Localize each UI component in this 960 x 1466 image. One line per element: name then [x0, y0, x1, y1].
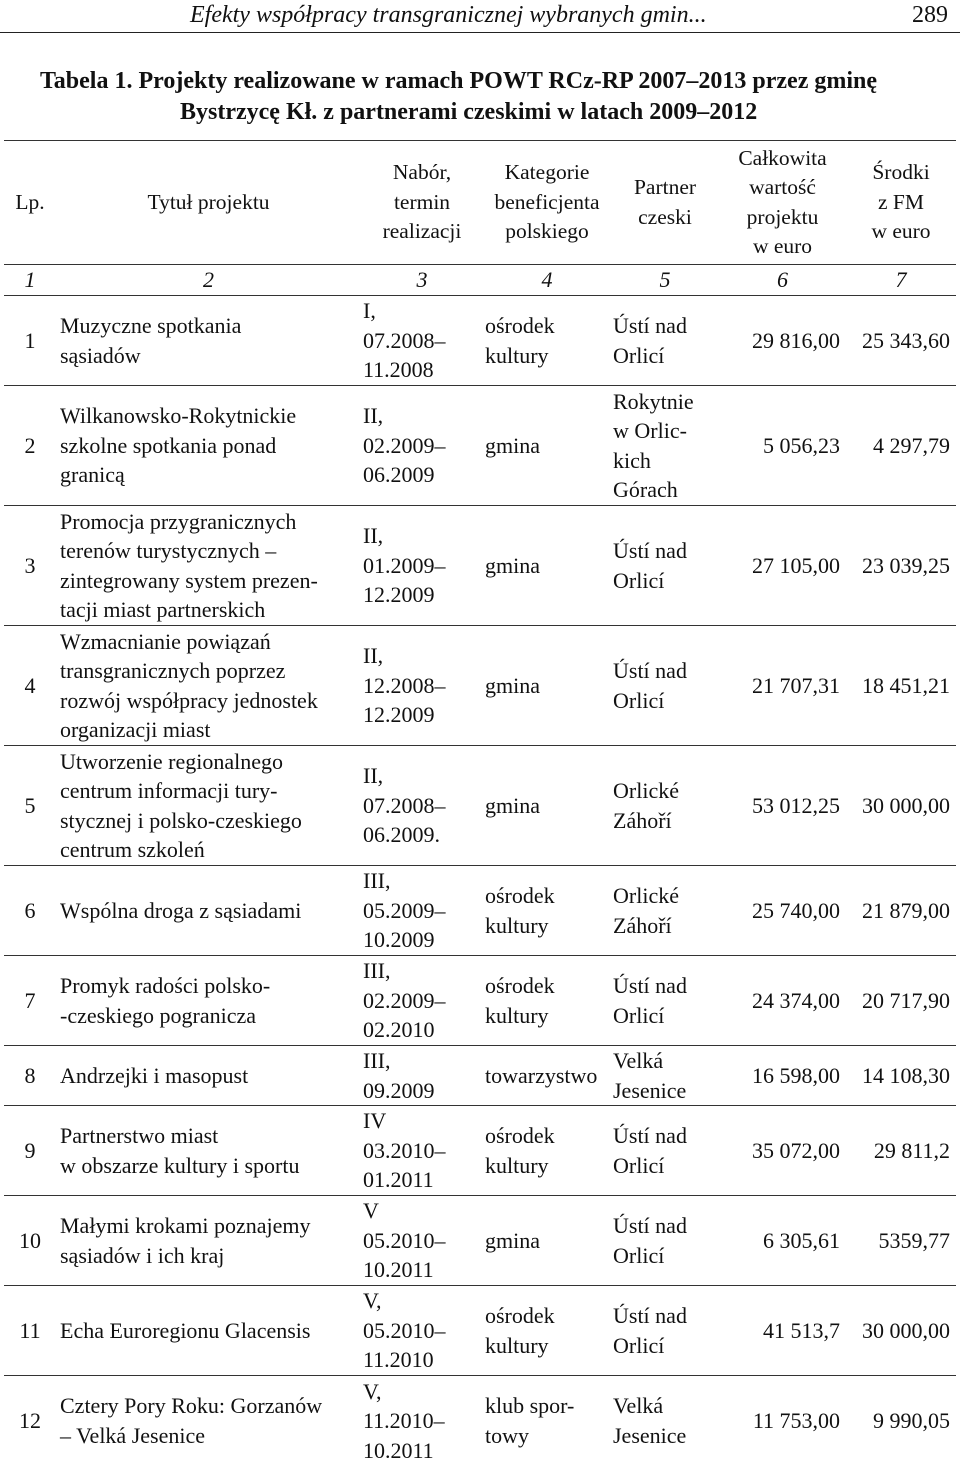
cell-lp: 7: [4, 956, 56, 1046]
column-number-row: [4, 265, 956, 296]
cell-line: tacji miast partnerskich: [60, 597, 266, 622]
header-line: Całkowita: [738, 145, 827, 170]
column-number: 7: [846, 265, 956, 296]
cell-fm: 30 000,00: [846, 1286, 956, 1376]
table-row: [4, 956, 956, 1046]
cell-partner: [611, 746, 719, 866]
cell-partner: [611, 1286, 719, 1376]
table-row: [4, 1196, 956, 1286]
cell-line: Utworzenie regionalnego: [60, 748, 283, 774]
cell-line: Záhoří: [613, 912, 672, 938]
cell-line: Jesenice: [613, 1077, 687, 1103]
cell-line: kultury: [485, 1332, 549, 1358]
cell-total: 24 374,00: [719, 956, 846, 1046]
cell-line: rozwój współpracy jednostek: [60, 687, 318, 713]
header-line: realizacji: [382, 219, 462, 244]
cell-line: Orlické: [613, 778, 679, 803]
cell-line: Partnerstwo miast: [60, 1123, 219, 1148]
cell-fm: 25 343,60: [846, 296, 956, 386]
cell-line: Ústí nad: [613, 658, 687, 683]
cell-line: sąsiadów i ich kraj: [60, 1242, 225, 1268]
cell-title: [56, 626, 361, 746]
cell-line: 10.2011: [363, 1437, 434, 1463]
table-caption-line-2: Bystrzycę Kł. z partnerami czeskimi w latach 2009–2012: [180, 99, 758, 125]
cell-total: 53 012,25: [719, 746, 846, 866]
cell-line: Wzmacnianie powiązań: [60, 628, 271, 654]
header-lp: [4, 141, 56, 265]
cell-line: V,: [363, 1378, 382, 1404]
cell-nabor: [361, 1196, 483, 1286]
cell-title: [56, 1196, 361, 1286]
cell-line: gmina: [485, 1227, 540, 1253]
cell-nabor: [361, 1106, 483, 1196]
header-line: z FM: [878, 189, 924, 214]
cell-nabor: [361, 746, 483, 866]
header-line: w euro: [752, 234, 813, 258]
table-row: [4, 1046, 956, 1106]
cell-line: Rokytnie: [613, 388, 694, 414]
cell-line: Ústí nad: [613, 1123, 687, 1148]
cell-total: 29 816,00: [719, 296, 846, 386]
cell-lp: 4: [4, 626, 56, 746]
running-head-title: Efekty współpracy transgranicznej wybranych gmin...: [190, 2, 707, 28]
cell-fm: 9 990,05: [846, 1376, 956, 1466]
cell-partner: [611, 1106, 719, 1196]
cell-line: Promocja przygranicznych: [60, 508, 297, 534]
cell-line: w obszarze kultury i sportu: [60, 1152, 300, 1178]
cell-line: szkolne spotkania ponad: [60, 432, 277, 458]
cell-nabor: [361, 1286, 483, 1376]
cell-line: Velká: [613, 1393, 664, 1419]
cell-line: w Orlic-: [613, 418, 687, 443]
cell-line: 05.2010–: [363, 1227, 446, 1253]
cell-total: 6 305,61: [719, 1196, 846, 1286]
cell-line: 01.2009–: [363, 552, 446, 578]
cell-line: III,: [363, 958, 391, 984]
cell-line: 01.2011: [363, 1167, 434, 1193]
cell-nabor: [361, 1376, 483, 1466]
cell-line: 07.2008–: [363, 792, 446, 818]
header-rule: [0, 32, 960, 33]
cell-line: Orlicí: [613, 567, 665, 593]
cell-line: 03.2010–: [363, 1137, 446, 1163]
cell-title: [56, 1046, 361, 1106]
cell-partner: [611, 866, 719, 956]
cell-line: II,: [363, 523, 384, 549]
cell-line: 12.2009: [363, 582, 435, 608]
header-line: Tytuł projektu: [147, 189, 270, 214]
cell-line: kultury: [485, 1152, 549, 1178]
cell-kategoria: [483, 866, 611, 956]
cell-title: [56, 1376, 361, 1466]
header-partner: [611, 141, 719, 265]
cell-line: zintegrowany system prezen-: [60, 567, 318, 593]
cell-title: [56, 956, 361, 1046]
cell-line: gmina: [485, 552, 540, 578]
cell-nabor: [361, 386, 483, 506]
table-header-row: [4, 141, 956, 265]
cell-line: – Velká Jesenice: [60, 1422, 205, 1448]
cell-line: 02.2010: [363, 1017, 435, 1043]
header-line: projektu: [746, 204, 819, 229]
cell-line: II,: [363, 763, 384, 789]
cell-line: ośrodek: [485, 883, 555, 908]
cell-kategoria: [483, 506, 611, 626]
cell-line: Wspólna droga z sąsiadami: [60, 897, 302, 923]
cell-line: Andrzejki i masopust: [60, 1062, 249, 1088]
cell-line: Ústí nad: [613, 1213, 687, 1238]
cell-line: Echa Euroregionu Glacensis: [60, 1317, 311, 1343]
cell-title: [56, 506, 361, 626]
header-kategoria: [483, 141, 611, 265]
cell-lp: 8: [4, 1046, 56, 1106]
header-line: beneficjenta: [494, 189, 600, 214]
header-line: Środki: [872, 160, 930, 185]
cell-kategoria: [483, 1106, 611, 1196]
cell-title: [56, 746, 361, 866]
cell-fm: 14 108,30: [846, 1046, 956, 1106]
cell-kategoria: [483, 1376, 611, 1466]
cell-line: kich: [613, 447, 651, 473]
cell-line: IV: [363, 1108, 387, 1134]
cell-fm: 5359,77: [846, 1196, 956, 1286]
cell-line: Promyk radości polsko-: [60, 973, 271, 998]
cell-kategoria: [483, 956, 611, 1046]
cell-line: Velká: [613, 1048, 664, 1073]
header-nabor: [361, 141, 483, 265]
cell-line: towy: [485, 1422, 529, 1448]
table-row: [4, 1286, 956, 1376]
cell-line: kultury: [485, 1002, 549, 1028]
cell-total: 25 740,00: [719, 866, 846, 956]
cell-line: granicą: [60, 462, 125, 488]
page-number: 289: [912, 2, 948, 28]
cell-line: transgranicznych poprzez: [60, 658, 286, 683]
table-row: [4, 1376, 956, 1466]
cell-fm: 30 000,00: [846, 746, 956, 866]
running-head: [0, 0, 960, 30]
cell-line: 07.2008–: [363, 327, 446, 353]
cell-line: terenów turystycznych –: [60, 538, 277, 563]
cell-line: Orlicí: [613, 687, 665, 713]
cell-line: Ústí nad: [613, 973, 687, 998]
cell-line: kultury: [485, 912, 549, 938]
cell-line: ośrodek: [485, 973, 555, 998]
column-number: 4: [483, 265, 611, 296]
cell-total: 41 513,7: [719, 1286, 846, 1376]
cell-line: 12.2008–: [363, 672, 446, 698]
header-line: czeski: [638, 204, 692, 229]
cell-kategoria: [483, 386, 611, 506]
cell-line: stycznej i polsko-czeskiego: [60, 807, 302, 833]
cell-line: 02.2009–: [363, 432, 446, 458]
cell-kategoria: [483, 1196, 611, 1286]
cell-lp: 12: [4, 1376, 56, 1466]
cell-line: gmina: [485, 792, 540, 818]
cell-lp: 9: [4, 1106, 56, 1196]
cell-line: Orlicí: [613, 1002, 665, 1028]
cell-kategoria: [483, 626, 611, 746]
cell-line: Záhoří: [613, 807, 672, 833]
cell-line: 11.2010–: [363, 1408, 445, 1433]
cell-line: 11.2008: [363, 357, 434, 383]
cell-line: Orlicí: [613, 1242, 665, 1268]
cell-line: sąsiadów: [60, 342, 141, 368]
cell-total: 27 105,00: [719, 506, 846, 626]
cell-line: I,: [363, 298, 376, 324]
header-line: polskiego: [505, 219, 589, 244]
cell-nabor: [361, 956, 483, 1046]
table-row: [4, 386, 956, 506]
cell-nabor: [361, 1046, 483, 1106]
table-row: [4, 506, 956, 626]
cell-line: centrum informacji tury-: [60, 778, 278, 803]
cell-line: Jesenice: [613, 1422, 687, 1448]
cell-line: ośrodek: [485, 313, 555, 338]
cell-line: 06.2009: [363, 462, 435, 488]
cell-line: ośrodek: [485, 1123, 555, 1148]
cell-line: centrum szkoleń: [60, 837, 205, 862]
cell-line: 09.2009: [363, 1077, 435, 1103]
cell-line: 10.2009: [363, 927, 435, 953]
header-total: [719, 141, 846, 265]
cell-partner: [611, 506, 719, 626]
cell-line: 10.2011: [363, 1257, 434, 1283]
cell-line: gmina: [485, 432, 540, 458]
column-number: 6: [719, 265, 846, 296]
cell-line: V,: [363, 1288, 382, 1314]
header-line: termin: [393, 189, 451, 214]
cell-line: Ústí nad: [613, 1303, 687, 1328]
cell-line: ośrodek: [485, 1303, 555, 1328]
cell-line: Orlické: [613, 883, 679, 908]
table-row: [4, 1106, 956, 1196]
cell-lp: 1: [4, 296, 56, 386]
cell-fm: 4 297,79: [846, 386, 956, 506]
column-number: 5: [611, 265, 719, 296]
cell-line: Ústí nad: [613, 313, 687, 338]
header-line: Nabór,: [392, 160, 452, 185]
cell-nabor: [361, 626, 483, 746]
header-line: Kategorie: [504, 160, 590, 185]
cell-line: 05.2010–: [363, 1317, 446, 1343]
header-line: wartość: [749, 175, 816, 199]
table-row: [4, 626, 956, 746]
cell-total: 11 753,00: [719, 1376, 846, 1466]
cell-line: Muzyczne spotkania: [60, 313, 242, 338]
projects-table: [4, 140, 956, 1466]
cell-title: [56, 866, 361, 956]
cell-title: [56, 1286, 361, 1376]
table-row: [4, 296, 956, 386]
cell-partner: [611, 1196, 719, 1286]
cell-total: 5 056,23: [719, 386, 846, 506]
header-line: Lp.: [15, 189, 45, 214]
header-fm: [846, 141, 956, 265]
cell-total: 16 598,00: [719, 1046, 846, 1106]
table-row: [4, 746, 956, 866]
cell-title: [56, 1106, 361, 1196]
cell-line: towarzystwo: [485, 1062, 598, 1088]
cell-title: [56, 296, 361, 386]
cell-partner: [611, 386, 719, 506]
cell-lp: 6: [4, 866, 56, 956]
cell-kategoria: [483, 1286, 611, 1376]
cell-line: Małymi krokami poznajemy: [60, 1213, 311, 1238]
column-number: 3: [361, 265, 483, 296]
header-line: w euro: [871, 219, 931, 244]
cell-total: 35 072,00: [719, 1106, 846, 1196]
cell-nabor: [361, 866, 483, 956]
cell-line: Górach: [613, 477, 678, 502]
cell-line: III,: [363, 1048, 391, 1073]
cell-line: 12.2009: [363, 702, 435, 728]
cell-lp: 3: [4, 506, 56, 626]
cell-line: Orlicí: [613, 1152, 665, 1178]
cell-line: Wilkanowsko-Rokytnickie: [60, 403, 297, 429]
cell-line: Ústí nad: [613, 538, 687, 563]
cell-fm: 29 811,2: [846, 1106, 956, 1196]
cell-line: Orlicí: [613, 1332, 665, 1358]
cell-lp: 10: [4, 1196, 56, 1286]
cell-line: gmina: [485, 672, 540, 698]
header-line: Partner: [633, 175, 697, 199]
cell-line: kultury: [485, 342, 549, 368]
cell-partner: [611, 296, 719, 386]
cell-total: 21 707,31: [719, 626, 846, 746]
table-row: [4, 866, 956, 956]
column-number: 2: [56, 265, 361, 296]
cell-line: 06.2009.: [363, 822, 440, 848]
cell-lp: 2: [4, 386, 56, 506]
cell-partner: [611, 956, 719, 1046]
cell-partner: [611, 626, 719, 746]
header-title: [56, 141, 361, 265]
cell-kategoria: [483, 746, 611, 866]
cell-kategoria: [483, 1046, 611, 1106]
cell-line: klub spor-: [485, 1393, 575, 1419]
table-caption: [40, 66, 930, 128]
cell-line: 11.2010: [363, 1347, 434, 1373]
cell-line: -czeskiego pogranicza: [60, 1002, 257, 1028]
cell-partner: [611, 1046, 719, 1106]
cell-line: 02.2009–: [363, 987, 446, 1013]
cell-lp: 5: [4, 746, 56, 866]
cell-line: organizacji miast: [60, 717, 211, 742]
cell-fm: 18 451,21: [846, 626, 956, 746]
cell-line: V: [363, 1198, 379, 1224]
cell-kategoria: [483, 296, 611, 386]
cell-title: [56, 386, 361, 506]
cell-fm: 23 039,25: [846, 506, 956, 626]
cell-partner: [611, 1376, 719, 1466]
cell-line: Cztery Pory Roku: Gorzanów: [60, 1393, 323, 1419]
table-body: [4, 296, 956, 1466]
cell-fm: 20 717,90: [846, 956, 956, 1046]
cell-nabor: [361, 506, 483, 626]
column-number: 1: [4, 265, 56, 296]
cell-lp: 11: [4, 1286, 56, 1376]
cell-line: III,: [363, 868, 391, 894]
cell-line: 05.2009–: [363, 897, 446, 923]
table-caption-line-1: Tabela 1. Projekty realizowane w ramach POWT RCz-RP 2007–2013 przez gminę: [40, 68, 877, 94]
cell-line: II,: [363, 643, 384, 669]
cell-nabor: [361, 296, 483, 386]
cell-line: Orlicí: [613, 342, 665, 368]
cell-fm: 21 879,00: [846, 866, 956, 956]
cell-line: II,: [363, 403, 384, 429]
